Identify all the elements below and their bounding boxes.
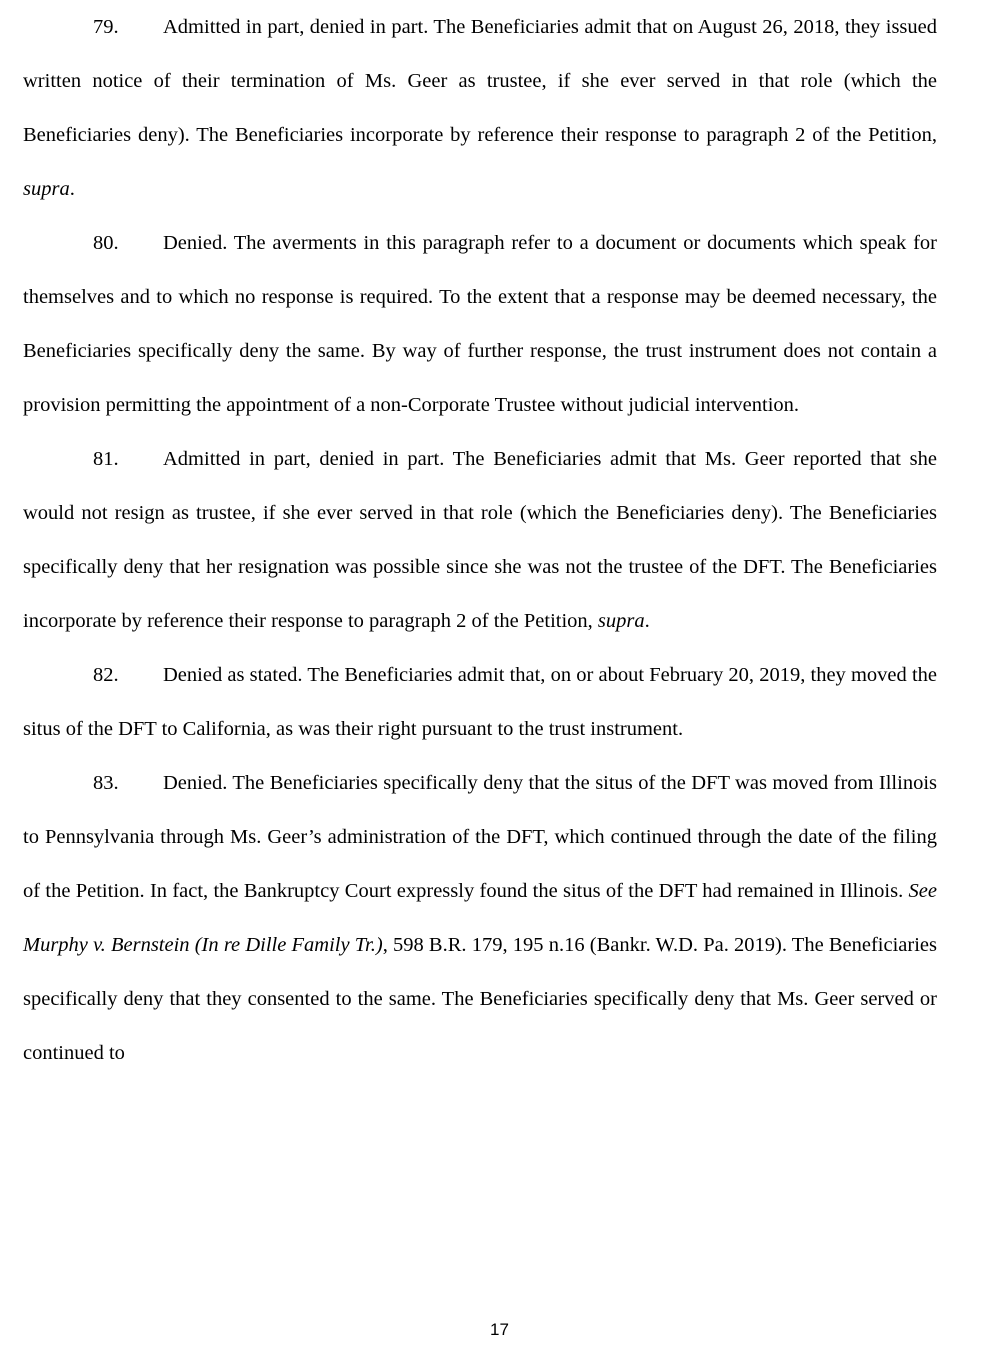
paragraph-text: , 598 B.R. 179, 195 n.16 (Bankr. W.D. Pa. 2019). The Beneficiaries specifically deny that they consented to the same. The Beneficiaries specifically deny that Ms. Geer served or continued to [23, 934, 937, 1064]
paragraph-text: Denied. The Beneficiaries specifically deny that the situs of the DFT was moved from Illinois to Pennsylvania through Ms. Geer’s administration of the DFT, which continued through the date of the filing of the Petition. In fact, the Bankruptcy Court expressly found the situs of the DFT had remained in Illinois. [23, 772, 937, 902]
paragraph-81 [23, 432, 937, 648]
paragraph-text: Admitted in part, denied in part. The Beneficiaries admit that Ms. Geer reported that she would not resign as trustee, if she ever served in that role (which the Beneficiaries deny). The Beneficiaries specifically deny that her resignation was possible since she was not the trustee of the DFT. The Beneficiaries incorporate by reference their response to paragraph 2 of the Petition, [23, 448, 937, 632]
page-number: 17 [490, 1320, 509, 1339]
paragraph-79 [23, 0, 937, 216]
italic-case-citation: See Murphy v. Bernstein (In re Dille Family Tr.) [23, 880, 937, 956]
italic-citation: supra [23, 178, 70, 200]
paragraph-number: 83. [93, 772, 119, 794]
document-page [23, 0, 937, 1080]
paragraph-text: Admitted in part, denied in part. The Beneficiaries admit that on August 26, 2018, they issued written notice of their termination of Ms. Geer as trustee, if she ever served in that role (which the Beneficiaries deny). The Beneficiaries incorporate by reference their response to paragraph 2 of the Petition, [23, 16, 937, 146]
paragraph-82 [23, 648, 937, 756]
paragraph-83 [23, 756, 937, 1080]
paragraph-number: 81. [93, 448, 119, 470]
paragraph-number: 82. [93, 664, 119, 686]
paragraph-number: 79. [93, 16, 119, 38]
paragraph-number: 80. [93, 232, 119, 254]
paragraph-text: . [644, 610, 650, 632]
paragraph-text: Denied as stated. The Beneficiaries admit that, on or about February 20, 2019, they moved the situs of the DFT to California, as was their right pursuant to the trust instrument. [23, 664, 937, 740]
paragraph-text: . [69, 178, 75, 200]
italic-citation: supra [597, 610, 645, 632]
paragraph-80 [23, 216, 937, 432]
paragraph-text: Denied. The averments in this paragraph refer to a document or documents which speak for themselves and to which no response is required. To the extent that a response may be deemed necessary, the Beneficiaries specifically deny the same. By way of further response, the trust instrument does not contain a provision permitting the appointment of a non-Corporate Trustee without judicial intervention. [23, 232, 937, 416]
